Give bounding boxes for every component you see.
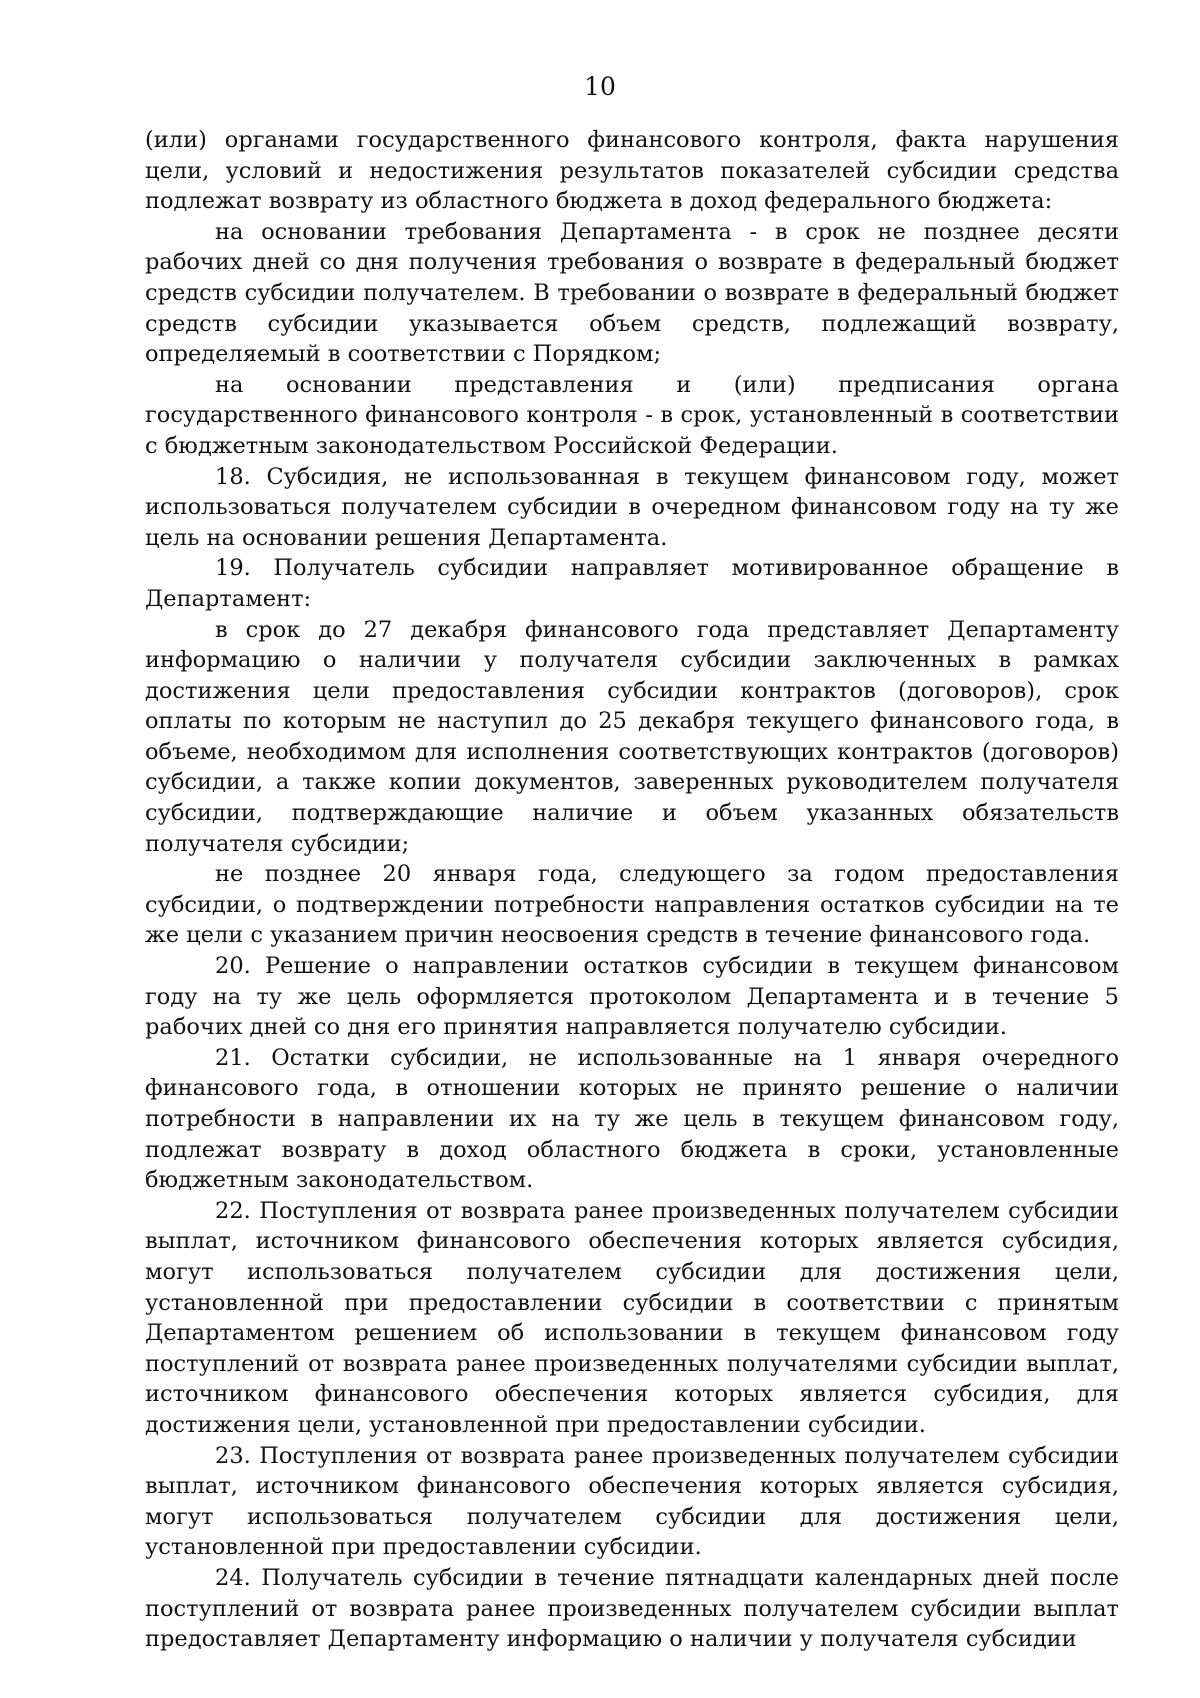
paragraph-continuation: (или) органами государственного финансового контроля, факта нарушения цели, условий и недостижения результатов показателей субсидии средства подлежат возврату из областного бюджета в доход федерального бюджета: <box>145 127 1119 215</box>
paragraph-item-19: 19. Получатель субсидии направляет мотивированное обращение в Департамент: <box>145 555 1119 612</box>
paragraph-item-23: 23. Поступления от возврата ранее произведенных получателем субсидии выплат, источником финансового обеспечения которых является субсидия, могут использоваться получателем субсидии для достижения цели, установленной при предоставлении субсидии. <box>145 1442 1119 1561</box>
paragraph-basis-requirement: на основании требования Департамента - в срок не позднее десяти рабочих дней со дня получения требования о возврате в федеральный бюджет средств субсидии получателем. В требовании о возврате в федеральный бюджет средств субсидии указывается объем средств, подлежащий возврату, определяемый в соответствии с Порядком; <box>145 218 1119 368</box>
paragraph-basis-presentation: на основании представления и (или) предписания органа государственного финансового контроля - в срок, установленный в соответствии с бюджетным законодательством Российской Федерации. <box>145 371 1119 459</box>
paragraph-item-20: 20. Решение о направлении остатков субсидии в текущем финансовом году на ту же цель оформляется протоколом Департамента и в течение 5 рабочих дней со дня его принятия направляется получателю субсидии. <box>145 953 1119 1041</box>
page-number: 10 <box>584 72 616 101</box>
document-body <box>145 125 1119 1655</box>
paragraph-item-19-deadline: в срок до 27 декабря финансового года представляет Департаменту информацию о наличии у получателя субсидии заключенных в рамках достижения цели предоставления субсидии контрактов (договоров), срок оплаты по которым не наступил до 25 декабря текущего финансового года, в объеме, необходимом для исполнения соответствующих контрактов (договоров) субсидии, а также копии документов, заверенных руководителем получателя субсидии, подтверждающие наличие и объем указанных обязательств получателя субсидии; <box>145 616 1119 857</box>
paragraph-item-24: 24. Получатель субсидии в течение пятнадцати календарных дней после поступлений от возврата ранее произведенных получателем субсидии выплат предоставляет Департаменту информацию о наличии у получателя субсидии <box>145 1564 1119 1653</box>
paragraph-item-21: 21. Остатки субсидии, не использованные на 1 января очередного финансового года, в отношении которых не принято решение о наличии потребности в направлении их на ту же цель в текущем финансовом году, подлежат возврату в доход областного бюджета в сроки, установленные бюджетным законодательством. <box>145 1044 1119 1194</box>
paragraph-item-22: 22. Поступления от возврата ранее произведенных получателем субсидии выплат, источником финансового обеспечения которых является субсидия, могут использоваться получателем субсидии для достижения цели, установленной при предоставлении субсидии в соответствии с принятым Департаментом решением об использовании в текущем финансовом году поступлений от возврата ранее произведенных получателями субсидии выплат, источником финансового обеспечения которых является субсидия, для достижения цели, установленной при предоставлении субсидии. <box>145 1197 1119 1438</box>
paragraph-item-18: 18. Субсидия, не использованная в текущем финансовом году, может использоваться получателем субсидии в очередном финансовом году на ту же цель на основании решения Департамента. <box>145 463 1119 551</box>
paragraph-item-19-january: не позднее 20 января года, следующего за годом предоставления субсидии, о подтверждении потребности направления остатков субсидии на те же цели с указанием причин неосвоения средств в течение финансового года. <box>145 861 1119 949</box>
